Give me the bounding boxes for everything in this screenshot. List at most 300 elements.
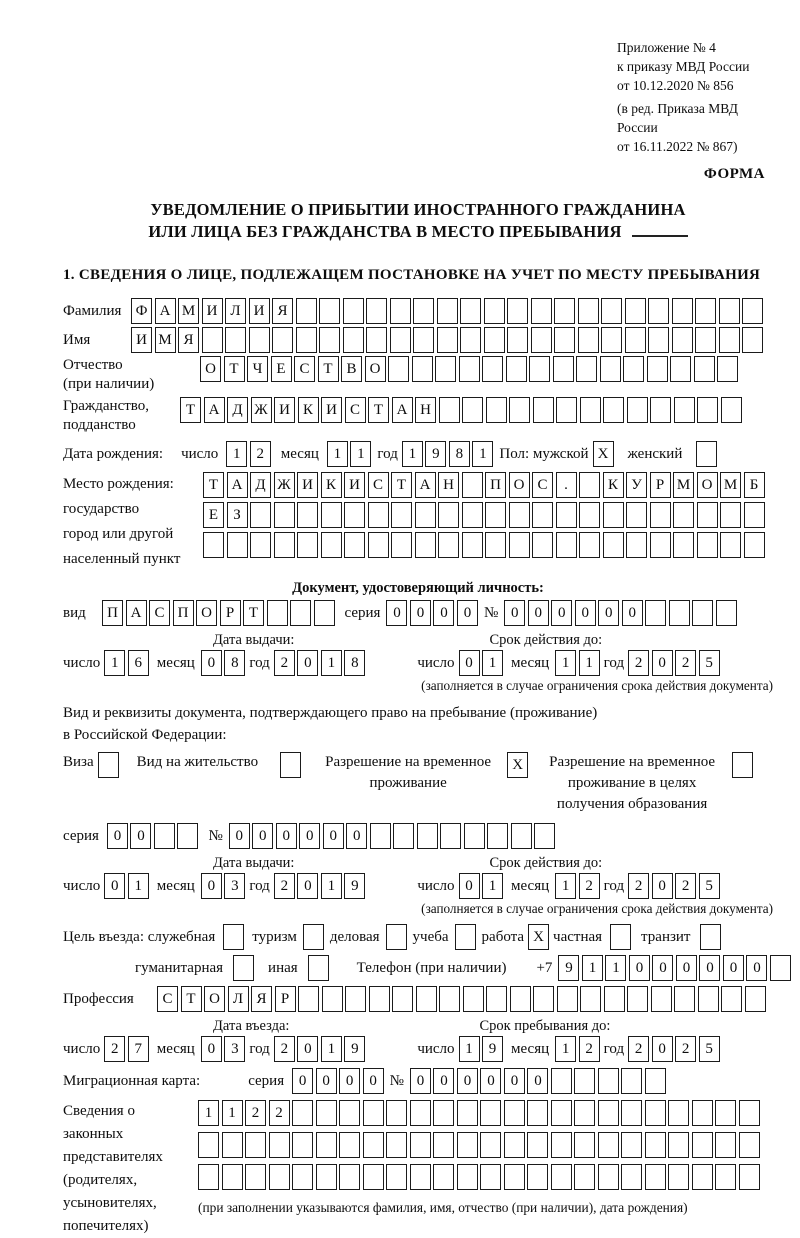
char-cell[interactable]: 0 xyxy=(480,1068,501,1094)
char-cell[interactable]: 0 xyxy=(201,873,222,899)
char-cell[interactable]: 1 xyxy=(472,441,493,467)
char-cell[interactable]: О xyxy=(697,472,718,498)
char-cell[interactable] xyxy=(603,532,624,558)
char-cell[interactable] xyxy=(462,472,483,498)
char-cell[interactable] xyxy=(627,986,648,1012)
char-cell[interactable]: 0 xyxy=(652,1036,673,1062)
char-cell[interactable]: 1 xyxy=(350,441,371,467)
char-cell[interactable] xyxy=(715,1100,736,1126)
char-cell[interactable] xyxy=(553,356,574,382)
char-cell[interactable]: Т xyxy=(203,472,224,498)
char-cell[interactable]: В xyxy=(341,356,362,382)
char-cell[interactable]: М xyxy=(673,472,694,498)
char-cell[interactable] xyxy=(579,532,600,558)
char-cell[interactable]: 0 xyxy=(699,955,720,981)
char-cell[interactable] xyxy=(580,397,601,423)
char-cell[interactable] xyxy=(576,356,597,382)
char-cell[interactable]: О xyxy=(204,986,225,1012)
char-cell[interactable]: 2 xyxy=(250,441,271,467)
char-cell[interactable] xyxy=(692,1100,713,1126)
purpose-turizm-checkbox[interactable] xyxy=(303,924,324,950)
stay-day-boxes[interactable] xyxy=(459,1036,504,1062)
char-cell[interactable]: 7 xyxy=(128,1036,149,1062)
char-cell[interactable]: 0 xyxy=(723,955,744,981)
char-cell[interactable]: 6 xyxy=(128,650,149,676)
char-cell[interactable] xyxy=(464,823,485,849)
char-cell[interactable] xyxy=(673,532,694,558)
char-cell[interactable] xyxy=(412,356,433,382)
char-cell[interactable] xyxy=(600,356,621,382)
char-cell[interactable] xyxy=(460,327,481,353)
citizenship-boxes[interactable] xyxy=(180,397,742,423)
residence-permit-checkbox[interactable] xyxy=(280,752,301,778)
char-cell[interactable] xyxy=(485,532,506,558)
char-cell[interactable]: О xyxy=(365,356,386,382)
char-cell[interactable]: Д xyxy=(227,397,248,423)
char-cell[interactable]: 1 xyxy=(459,1036,480,1062)
char-cell[interactable] xyxy=(579,502,600,528)
char-cell[interactable]: Ч xyxy=(247,356,268,382)
char-cell[interactable] xyxy=(534,823,555,849)
char-cell[interactable]: И xyxy=(321,397,342,423)
char-cell[interactable]: А xyxy=(204,397,225,423)
resid-number-boxes[interactable] xyxy=(229,823,556,849)
char-cell[interactable] xyxy=(457,1100,478,1126)
char-cell[interactable]: П xyxy=(173,600,194,626)
char-cell[interactable] xyxy=(507,327,528,353)
char-cell[interactable] xyxy=(393,823,414,849)
stay-month-boxes[interactable] xyxy=(555,1036,600,1062)
char-cell[interactable]: . xyxy=(556,472,577,498)
char-cell[interactable]: 2 xyxy=(628,873,649,899)
char-cell[interactable] xyxy=(504,1132,525,1158)
char-cell[interactable] xyxy=(345,986,366,1012)
char-cell[interactable] xyxy=(344,532,365,558)
char-cell[interactable] xyxy=(482,356,503,382)
char-cell[interactable] xyxy=(416,986,437,1012)
mig-series-boxes[interactable] xyxy=(292,1068,384,1094)
char-cell[interactable]: 0 xyxy=(622,600,643,626)
char-cell[interactable]: 0 xyxy=(457,600,478,626)
char-cell[interactable]: 8 xyxy=(449,441,470,467)
char-cell[interactable]: С xyxy=(368,472,389,498)
char-cell[interactable]: Л xyxy=(225,298,246,324)
char-cell[interactable] xyxy=(509,502,530,528)
char-cell[interactable] xyxy=(433,1132,454,1158)
char-cell[interactable] xyxy=(721,397,742,423)
char-cell[interactable] xyxy=(697,502,718,528)
char-cell[interactable]: 2 xyxy=(274,1036,295,1062)
char-cell[interactable] xyxy=(292,1100,313,1126)
char-cell[interactable] xyxy=(669,600,690,626)
char-cell[interactable] xyxy=(625,327,646,353)
char-cell[interactable] xyxy=(366,298,387,324)
char-cell[interactable]: 0 xyxy=(528,600,549,626)
char-cell[interactable]: С xyxy=(157,986,178,1012)
char-cell[interactable]: 1 xyxy=(327,441,348,467)
char-cell[interactable] xyxy=(556,532,577,558)
char-cell[interactable] xyxy=(645,1068,666,1094)
char-cell[interactable]: 2 xyxy=(675,1036,696,1062)
temp-residence-checkbox[interactable] xyxy=(507,752,528,778)
char-cell[interactable] xyxy=(250,532,271,558)
char-cell[interactable]: 0 xyxy=(433,600,454,626)
char-cell[interactable] xyxy=(650,397,671,423)
char-cell[interactable] xyxy=(645,1164,666,1190)
char-cell[interactable] xyxy=(554,327,575,353)
char-cell[interactable]: 2 xyxy=(628,650,649,676)
char-cell[interactable] xyxy=(621,1164,642,1190)
char-cell[interactable]: 0 xyxy=(299,823,320,849)
representatives-row1-boxes[interactable] xyxy=(198,1100,760,1126)
resid-valid-day-boxes[interactable] xyxy=(459,873,504,899)
char-cell[interactable]: А xyxy=(415,472,436,498)
char-cell[interactable] xyxy=(462,532,483,558)
char-cell[interactable] xyxy=(574,1164,595,1190)
char-cell[interactable] xyxy=(645,1132,666,1158)
char-cell[interactable] xyxy=(551,1132,572,1158)
char-cell[interactable]: 5 xyxy=(699,650,720,676)
char-cell[interactable]: 8 xyxy=(224,650,245,676)
char-cell[interactable] xyxy=(556,502,577,528)
char-cell[interactable]: 0 xyxy=(676,955,697,981)
char-cell[interactable] xyxy=(551,1100,572,1126)
char-cell[interactable] xyxy=(574,1132,595,1158)
char-cell[interactable]: Я xyxy=(272,298,293,324)
char-cell[interactable] xyxy=(438,532,459,558)
char-cell[interactable] xyxy=(439,986,460,1012)
char-cell[interactable] xyxy=(322,986,343,1012)
entry-month-boxes[interactable] xyxy=(201,1036,246,1062)
char-cell[interactable]: А xyxy=(392,397,413,423)
entry-day-boxes[interactable] xyxy=(104,1036,149,1062)
char-cell[interactable] xyxy=(154,823,175,849)
char-cell[interactable]: 0 xyxy=(629,955,650,981)
char-cell[interactable]: 0 xyxy=(130,823,151,849)
char-cell[interactable]: Я xyxy=(178,327,199,353)
char-cell[interactable] xyxy=(529,356,550,382)
char-cell[interactable]: 2 xyxy=(675,873,696,899)
char-cell[interactable] xyxy=(298,986,319,1012)
char-cell[interactable] xyxy=(203,532,224,558)
char-cell[interactable] xyxy=(390,298,411,324)
char-cell[interactable] xyxy=(292,1164,313,1190)
char-cell[interactable] xyxy=(439,397,460,423)
char-cell[interactable]: 0 xyxy=(201,650,222,676)
char-cell[interactable]: Т xyxy=(224,356,245,382)
char-cell[interactable]: К xyxy=(298,397,319,423)
char-cell[interactable] xyxy=(366,327,387,353)
char-cell[interactable] xyxy=(715,1164,736,1190)
char-cell[interactable] xyxy=(413,298,434,324)
char-cell[interactable] xyxy=(245,1164,266,1190)
char-cell[interactable] xyxy=(440,823,461,849)
char-cell[interactable] xyxy=(621,1068,642,1094)
char-cell[interactable] xyxy=(177,823,198,849)
char-cell[interactable] xyxy=(698,986,719,1012)
doc-kind-boxes[interactable] xyxy=(102,600,335,626)
char-cell[interactable] xyxy=(504,1100,525,1126)
char-cell[interactable]: 1 xyxy=(321,873,342,899)
char-cell[interactable]: 0 xyxy=(652,650,673,676)
char-cell[interactable]: Ф xyxy=(131,298,152,324)
char-cell[interactable] xyxy=(692,600,713,626)
temp-residence-edu-checkbox[interactable] xyxy=(732,752,753,778)
char-cell[interactable]: Т xyxy=(181,986,202,1012)
char-cell[interactable] xyxy=(673,502,694,528)
char-cell[interactable] xyxy=(531,327,552,353)
char-cell[interactable] xyxy=(621,1100,642,1126)
char-cell[interactable] xyxy=(415,502,436,528)
char-cell[interactable]: Е xyxy=(203,502,224,528)
char-cell[interactable] xyxy=(598,1100,619,1126)
char-cell[interactable] xyxy=(391,532,412,558)
char-cell[interactable]: 1 xyxy=(128,873,149,899)
char-cell[interactable] xyxy=(369,986,390,1012)
char-cell[interactable] xyxy=(721,986,742,1012)
char-cell[interactable] xyxy=(623,356,644,382)
char-cell[interactable] xyxy=(739,1100,760,1126)
char-cell[interactable] xyxy=(672,298,693,324)
char-cell[interactable] xyxy=(770,955,791,981)
char-cell[interactable] xyxy=(413,327,434,353)
char-cell[interactable] xyxy=(386,1100,407,1126)
char-cell[interactable] xyxy=(692,1164,713,1190)
char-cell[interactable]: Я xyxy=(251,986,272,1012)
char-cell[interactable]: 1 xyxy=(582,955,603,981)
char-cell[interactable] xyxy=(742,327,763,353)
char-cell[interactable]: О xyxy=(200,356,221,382)
char-cell[interactable]: 0 xyxy=(410,600,431,626)
char-cell[interactable] xyxy=(457,1132,478,1158)
char-cell[interactable]: 1 xyxy=(198,1100,219,1126)
char-cell[interactable] xyxy=(694,356,715,382)
doc-valid-year-boxes[interactable] xyxy=(628,650,720,676)
char-cell[interactable] xyxy=(410,1100,431,1126)
resid-series-boxes[interactable] xyxy=(107,823,199,849)
char-cell[interactable] xyxy=(370,823,391,849)
char-cell[interactable]: Т xyxy=(180,397,201,423)
char-cell[interactable] xyxy=(198,1164,219,1190)
char-cell[interactable]: З xyxy=(227,502,248,528)
char-cell[interactable]: 0 xyxy=(433,1068,454,1094)
char-cell[interactable] xyxy=(480,1100,501,1126)
char-cell[interactable] xyxy=(533,397,554,423)
purpose-rabota-checkbox[interactable] xyxy=(528,924,549,950)
surname-boxes[interactable] xyxy=(131,298,763,324)
char-cell[interactable] xyxy=(415,532,436,558)
char-cell[interactable] xyxy=(363,1164,384,1190)
char-cell[interactable] xyxy=(267,600,288,626)
char-cell[interactable] xyxy=(720,502,741,528)
char-cell[interactable] xyxy=(297,502,318,528)
char-cell[interactable] xyxy=(269,1164,290,1190)
char-cell[interactable] xyxy=(202,327,223,353)
char-cell[interactable] xyxy=(316,1132,337,1158)
resid-valid-month-boxes[interactable] xyxy=(555,873,600,899)
char-cell[interactable] xyxy=(321,532,342,558)
purpose-ucheba-checkbox[interactable] xyxy=(455,924,476,950)
stay-year-boxes[interactable] xyxy=(628,1036,720,1062)
sex-female-checkbox[interactable] xyxy=(696,441,717,467)
char-cell[interactable]: А xyxy=(155,298,176,324)
char-cell[interactable] xyxy=(739,1164,760,1190)
char-cell[interactable]: 0 xyxy=(459,873,480,899)
char-cell[interactable] xyxy=(557,986,578,1012)
purpose-delovaya-checkbox[interactable] xyxy=(386,924,407,950)
char-cell[interactable]: П xyxy=(485,472,506,498)
char-cell[interactable] xyxy=(316,1100,337,1126)
birth-place-row2-boxes[interactable] xyxy=(203,502,765,528)
char-cell[interactable] xyxy=(598,1068,619,1094)
char-cell[interactable]: Б xyxy=(744,472,765,498)
char-cell[interactable]: 3 xyxy=(224,1036,245,1062)
char-cell[interactable]: С xyxy=(294,356,315,382)
char-cell[interactable] xyxy=(368,502,389,528)
char-cell[interactable] xyxy=(739,1132,760,1158)
char-cell[interactable] xyxy=(556,397,577,423)
char-cell[interactable] xyxy=(250,502,271,528)
char-cell[interactable] xyxy=(700,924,721,950)
char-cell[interactable] xyxy=(487,823,508,849)
char-cell[interactable]: 1 xyxy=(555,650,576,676)
mig-number-boxes[interactable] xyxy=(410,1068,666,1094)
char-cell[interactable]: 2 xyxy=(104,1036,125,1062)
char-cell[interactable] xyxy=(697,397,718,423)
char-cell[interactable] xyxy=(719,327,740,353)
char-cell[interactable]: 0 xyxy=(551,600,572,626)
char-cell[interactable] xyxy=(551,1164,572,1190)
char-cell[interactable] xyxy=(527,1164,548,1190)
char-cell[interactable]: 1 xyxy=(605,955,626,981)
char-cell[interactable] xyxy=(433,1164,454,1190)
resid-issue-day-boxes[interactable] xyxy=(104,873,149,899)
birth-day-boxes[interactable] xyxy=(226,441,271,467)
char-cell[interactable]: И xyxy=(249,298,270,324)
char-cell[interactable] xyxy=(574,1068,595,1094)
entry-year-boxes[interactable] xyxy=(274,1036,366,1062)
char-cell[interactable]: 0 xyxy=(252,823,273,849)
char-cell[interactable]: 2 xyxy=(628,1036,649,1062)
char-cell[interactable]: 0 xyxy=(746,955,767,981)
char-cell[interactable] xyxy=(222,1164,243,1190)
char-cell[interactable] xyxy=(527,1132,548,1158)
char-cell[interactable] xyxy=(308,955,329,981)
char-cell[interactable]: 0 xyxy=(297,873,318,899)
char-cell[interactable]: 0 xyxy=(363,1068,384,1094)
char-cell[interactable]: Ж xyxy=(274,472,295,498)
char-cell[interactable] xyxy=(554,298,575,324)
phone-boxes[interactable] xyxy=(558,955,791,981)
char-cell[interactable] xyxy=(223,924,244,950)
char-cell[interactable] xyxy=(668,1164,689,1190)
char-cell[interactable] xyxy=(603,397,624,423)
char-cell[interactable] xyxy=(222,1132,243,1158)
birth-month-boxes[interactable] xyxy=(327,441,372,467)
char-cell[interactable]: 0 xyxy=(229,823,250,849)
char-cell[interactable] xyxy=(674,397,695,423)
char-cell[interactable] xyxy=(532,502,553,528)
char-cell[interactable] xyxy=(601,298,622,324)
char-cell[interactable]: 0 xyxy=(201,1036,222,1062)
char-cell[interactable]: К xyxy=(603,472,624,498)
char-cell[interactable] xyxy=(695,327,716,353)
char-cell[interactable] xyxy=(604,986,625,1012)
char-cell[interactable] xyxy=(386,1164,407,1190)
char-cell[interactable] xyxy=(695,298,716,324)
char-cell[interactable]: 0 xyxy=(527,1068,548,1094)
char-cell[interactable] xyxy=(433,1100,454,1126)
char-cell[interactable]: 1 xyxy=(321,650,342,676)
char-cell[interactable]: 0 xyxy=(297,1036,318,1062)
char-cell[interactable] xyxy=(697,532,718,558)
char-cell[interactable]: 0 xyxy=(504,600,525,626)
char-cell[interactable]: С xyxy=(532,472,553,498)
char-cell[interactable]: 0 xyxy=(504,1068,525,1094)
char-cell[interactable] xyxy=(486,986,507,1012)
char-cell[interactable]: 5 xyxy=(699,1036,720,1062)
visa-checkbox[interactable] xyxy=(98,752,119,778)
char-cell[interactable] xyxy=(437,327,458,353)
char-cell[interactable]: А xyxy=(126,600,147,626)
char-cell[interactable] xyxy=(506,356,527,382)
purpose-gumanitarnaya-checkbox[interactable] xyxy=(233,955,254,981)
char-cell[interactable]: Н xyxy=(415,397,436,423)
char-cell[interactable] xyxy=(504,1164,525,1190)
char-cell[interactable]: И xyxy=(274,397,295,423)
char-cell[interactable]: 3 xyxy=(224,873,245,899)
char-cell[interactable]: 0 xyxy=(457,1068,478,1094)
char-cell[interactable] xyxy=(292,1132,313,1158)
char-cell[interactable]: Е xyxy=(271,356,292,382)
char-cell[interactable] xyxy=(339,1132,360,1158)
char-cell[interactable] xyxy=(510,986,531,1012)
char-cell[interactable] xyxy=(578,298,599,324)
char-cell[interactable] xyxy=(486,397,507,423)
char-cell[interactable]: 2 xyxy=(579,873,600,899)
char-cell[interactable]: 0 xyxy=(316,1068,337,1094)
char-cell[interactable] xyxy=(598,1132,619,1158)
char-cell[interactable] xyxy=(410,1132,431,1158)
doc-series-boxes[interactable] xyxy=(386,600,478,626)
char-cell[interactable] xyxy=(386,924,407,950)
char-cell[interactable] xyxy=(511,823,532,849)
given-name-boxes[interactable] xyxy=(131,327,763,353)
char-cell[interactable]: 9 xyxy=(344,873,365,899)
char-cell[interactable] xyxy=(227,532,248,558)
char-cell[interactable] xyxy=(580,986,601,1012)
char-cell[interactable] xyxy=(435,356,456,382)
char-cell[interactable] xyxy=(625,298,646,324)
representatives-row3-boxes[interactable] xyxy=(198,1164,760,1190)
char-cell[interactable] xyxy=(438,502,459,528)
char-cell[interactable]: 1 xyxy=(321,1036,342,1062)
char-cell[interactable]: 9 xyxy=(558,955,579,981)
char-cell[interactable]: И xyxy=(344,472,365,498)
char-cell[interactable]: Ж xyxy=(251,397,272,423)
char-cell[interactable]: Т xyxy=(391,472,412,498)
resid-issue-month-boxes[interactable] xyxy=(201,873,246,899)
char-cell[interactable] xyxy=(719,298,740,324)
char-cell[interactable]: 0 xyxy=(292,1068,313,1094)
char-cell[interactable] xyxy=(462,397,483,423)
char-cell[interactable]: 9 xyxy=(344,1036,365,1062)
char-cell[interactable] xyxy=(480,1164,501,1190)
char-cell[interactable] xyxy=(603,502,624,528)
birth-place-row3-boxes[interactable] xyxy=(203,532,765,558)
char-cell[interactable]: 1 xyxy=(104,650,125,676)
char-cell[interactable] xyxy=(744,502,765,528)
